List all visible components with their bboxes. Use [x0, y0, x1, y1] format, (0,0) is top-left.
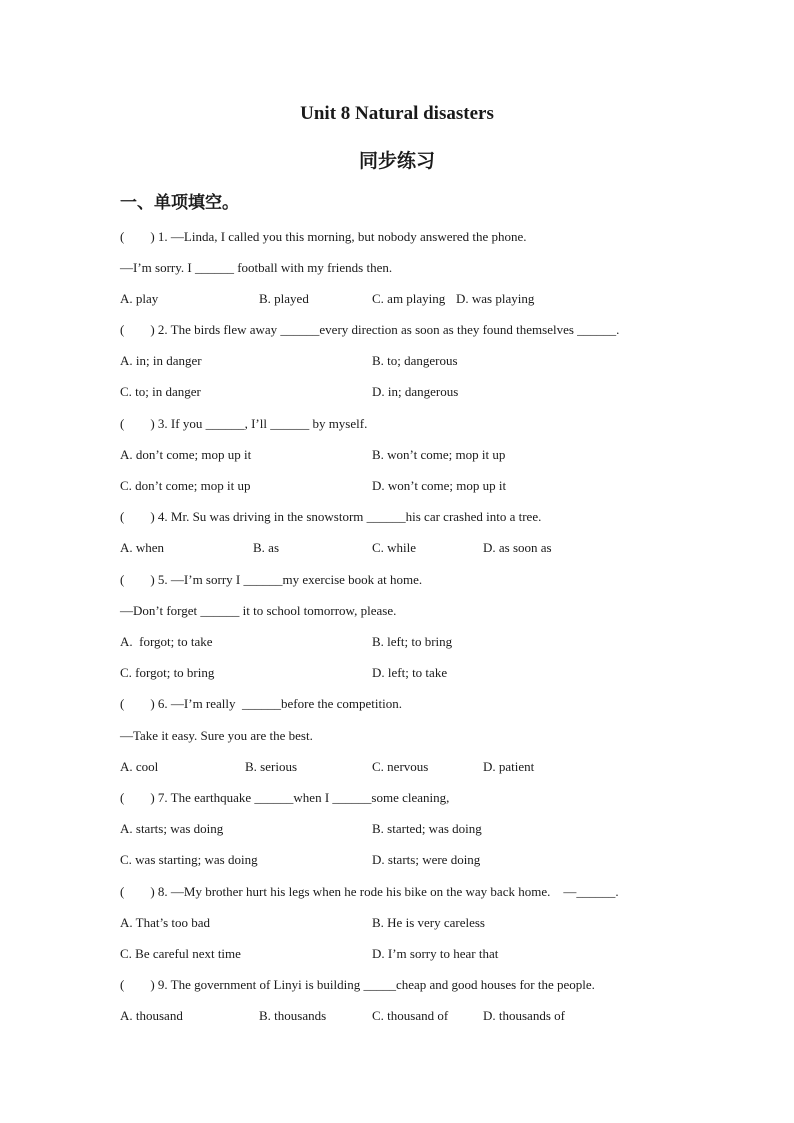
- question-5-option-c: C. forgot; to bring: [120, 665, 215, 680]
- question-3-stem: ( ) 3. If you ______, I’ll ______ by myself.: [120, 416, 368, 431]
- question-9-option-b: B. thousands: [259, 1008, 327, 1023]
- question-9-option-c: C. thousand of: [372, 1008, 449, 1023]
- question-6-option-b: B. serious: [245, 759, 297, 774]
- question-4-option-d: D. as soon as: [483, 540, 552, 555]
- question-3-option-a: A. don’t come; mop up it: [120, 447, 252, 462]
- question-7-option-a: A. starts; was doing: [120, 821, 224, 836]
- question-5-option-d: D. left; to take: [372, 665, 448, 680]
- question-7-option-b: B. started; was doing: [372, 821, 482, 836]
- question-7-option-c: C. was starting; was doing: [120, 852, 258, 867]
- question-2-option-b: B. to; dangerous: [372, 353, 458, 368]
- question-5-option-b: B. left; to bring: [372, 634, 453, 649]
- question-4-option-c: C. while: [372, 540, 417, 555]
- question-6-stem-2: —Take it easy. Sure you are the best.: [120, 728, 313, 743]
- question-3-option-b: B. won’t come; mop it up: [372, 447, 506, 462]
- question-6-option-a: A. cool: [120, 759, 159, 774]
- question-2-option-c: C. to; in danger: [120, 384, 201, 399]
- question-4-option-b: B. as: [253, 540, 279, 555]
- section-heading: 一、单项填空。: [120, 193, 239, 213]
- question-2-stem: ( ) 2. The birds flew away ______every direction as soon as they found themselves ______.: [120, 322, 620, 337]
- question-9-stem: ( ) 9. The government of Linyi is building _____cheap and good houses for the people.: [120, 977, 595, 992]
- question-9-option-a: A. thousand: [120, 1008, 183, 1023]
- question-6-option-c: C. nervous: [372, 759, 429, 774]
- question-5-option-a: A. forgot; to take: [120, 634, 213, 649]
- question-8-option-d: D. I’m sorry to hear that: [372, 946, 499, 961]
- question-6-option-d: D. patient: [483, 759, 535, 774]
- question-1-option-d: D. was playing: [456, 291, 535, 306]
- question-4-stem: ( ) 4. Mr. Su was driving in the snowstorm ______his car crashed into a tree.: [120, 509, 542, 524]
- question-8-option-c: C. Be careful next time: [120, 946, 241, 961]
- question-1-option-c: C. am playing: [372, 291, 446, 306]
- page-title: Unit 8 Natural disasters: [300, 103, 494, 124]
- question-8-option-a: A. That’s too bad: [120, 915, 211, 930]
- question-1-stem: ( ) 1. —Linda, I called you this morning, but nobody answered the phone.: [120, 229, 527, 244]
- question-8-option-b: B. He is very careless: [372, 915, 485, 930]
- page-subtitle: 同步练习: [358, 150, 435, 172]
- question-1-option-a: A. play: [120, 291, 159, 306]
- question-1-option-b: B. played: [259, 291, 309, 306]
- question-2-option-a: A. in; in danger: [120, 353, 202, 368]
- question-5-stem-2: —Don’t forget ______ it to school tomorrow, please.: [120, 603, 397, 618]
- question-9-option-d: D. thousands of: [483, 1008, 565, 1023]
- question-2-option-d: D. in; dangerous: [372, 384, 459, 399]
- question-7-stem: ( ) 7. The earthquake ______when I ______some cleaning,: [120, 790, 450, 805]
- question-1-stem-2: —I’m sorry. I ______ football with my friends then.: [120, 260, 393, 275]
- question-4-option-a: A. when: [120, 540, 165, 555]
- question-7-option-d: D. starts; were doing: [372, 852, 481, 867]
- question-8-stem: ( ) 8. —My brother hurt his legs when he rode his bike on the way back home. —______.: [120, 884, 619, 899]
- question-5-stem: ( ) 5. —I’m sorry I ______my exercise book at home.: [120, 572, 423, 587]
- question-6-stem: ( ) 6. —I’m really ______before the competition.: [120, 696, 402, 711]
- question-3-option-d: D. won’t come; mop up it: [372, 478, 507, 493]
- question-3-option-c: C. don’t come; mop it up: [120, 478, 251, 493]
